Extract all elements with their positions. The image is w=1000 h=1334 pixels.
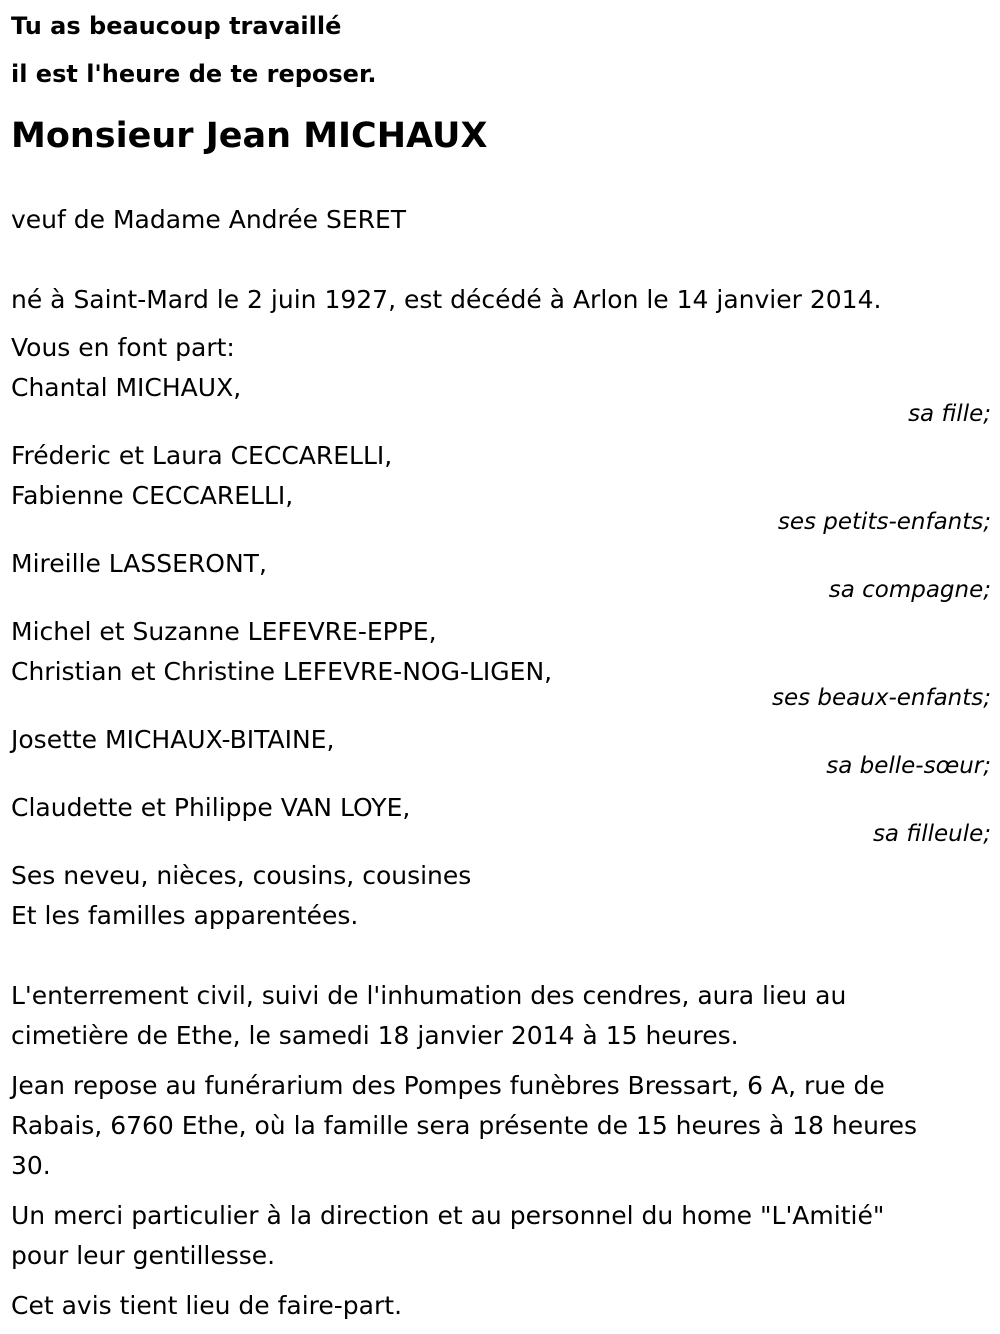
relation-label: sa belle-sœur; — [826, 753, 991, 779]
relation-label: sa filleule; — [872, 821, 991, 847]
relative-name: Claudette et Philippe VAN LOYE, — [11, 793, 411, 822]
epigraph-line: il est l'heure de te reposer. — [11, 60, 377, 88]
paragraph-line: cimetière de Ethe, le samedi 18 janvier 2014 à 15 heures. — [11, 1021, 739, 1050]
announcement-intro: Vous en font part: — [11, 333, 235, 362]
family-groups — [11, 368, 991, 846]
relative-group — [11, 368, 991, 426]
paragraph-line: Jean repose au funérarium des Pompes funèbres Bressart, 6 A, rue de — [11, 1071, 885, 1100]
paragraph-line: Un merci particulier à la direction et au personnel du home "L'Amitié" — [11, 1201, 885, 1230]
relation-label: sa compagne; — [828, 577, 991, 603]
paragraph-funerarium — [11, 1066, 991, 1186]
relative-group — [11, 436, 991, 534]
birth-death-line: né à Saint-Mard le 2 juin 1927, est décédé à Arlon le 14 janvier 2014. — [11, 285, 882, 314]
relation-label: ses beaux-enfants; — [771, 685, 991, 711]
relative-group — [11, 612, 991, 710]
family-line: Et les familles apparentées. — [11, 901, 359, 930]
relative-name: Christian et Christine LEFEVRE-NOG-LIGEN, — [11, 657, 553, 686]
deceased-name: Monsieur Jean MICHAUX — [11, 116, 488, 156]
relative-group — [11, 788, 991, 846]
obituary-notice — [11, 0, 991, 1326]
paragraph-line: L'enterrement civil, suivi de l'inhumation des cendres, aura lieu au — [11, 981, 847, 1010]
relative-group — [11, 544, 991, 602]
relative-name: Fréderic et Laura CECCARELLI, — [11, 441, 393, 470]
paragraph-thanks — [11, 1196, 991, 1276]
relative-name: Fabienne CECCARELLI, — [11, 481, 294, 510]
epigraph — [11, 2, 991, 98]
paragraph-line: pour leur gentillesse. — [11, 1241, 276, 1270]
relation-label: ses petits-enfants; — [777, 509, 991, 535]
paragraph-ceremony — [11, 976, 991, 1056]
paragraph-line: 30. — [11, 1151, 51, 1180]
relation-label: sa fille; — [908, 401, 991, 427]
relative-group — [11, 720, 991, 778]
relative-name: Josette MICHAUX-BITAINE, — [11, 725, 335, 754]
relative-name: Chantal MICHAUX, — [11, 373, 242, 402]
extended-family — [11, 856, 991, 936]
relative-name: Mireille LASSERONT, — [11, 549, 267, 578]
relative-name: Michel et Suzanne LEFEVRE-EPPE, — [11, 617, 437, 646]
ceremony-details — [11, 976, 991, 1326]
paragraph-line: Cet avis tient lieu de faire-part. — [11, 1291, 403, 1320]
paragraph-line: Rabais, 6760 Ethe, où la famille sera présente de 15 heures à 18 heures — [11, 1111, 918, 1140]
family-line: Ses neveu, nièces, cousins, cousines — [11, 861, 472, 890]
paragraph-closing — [11, 1286, 991, 1326]
widow-of: veuf de Madame Andrée SERET — [11, 205, 407, 234]
epigraph-line: Tu as beaucoup travaillé — [11, 12, 342, 40]
